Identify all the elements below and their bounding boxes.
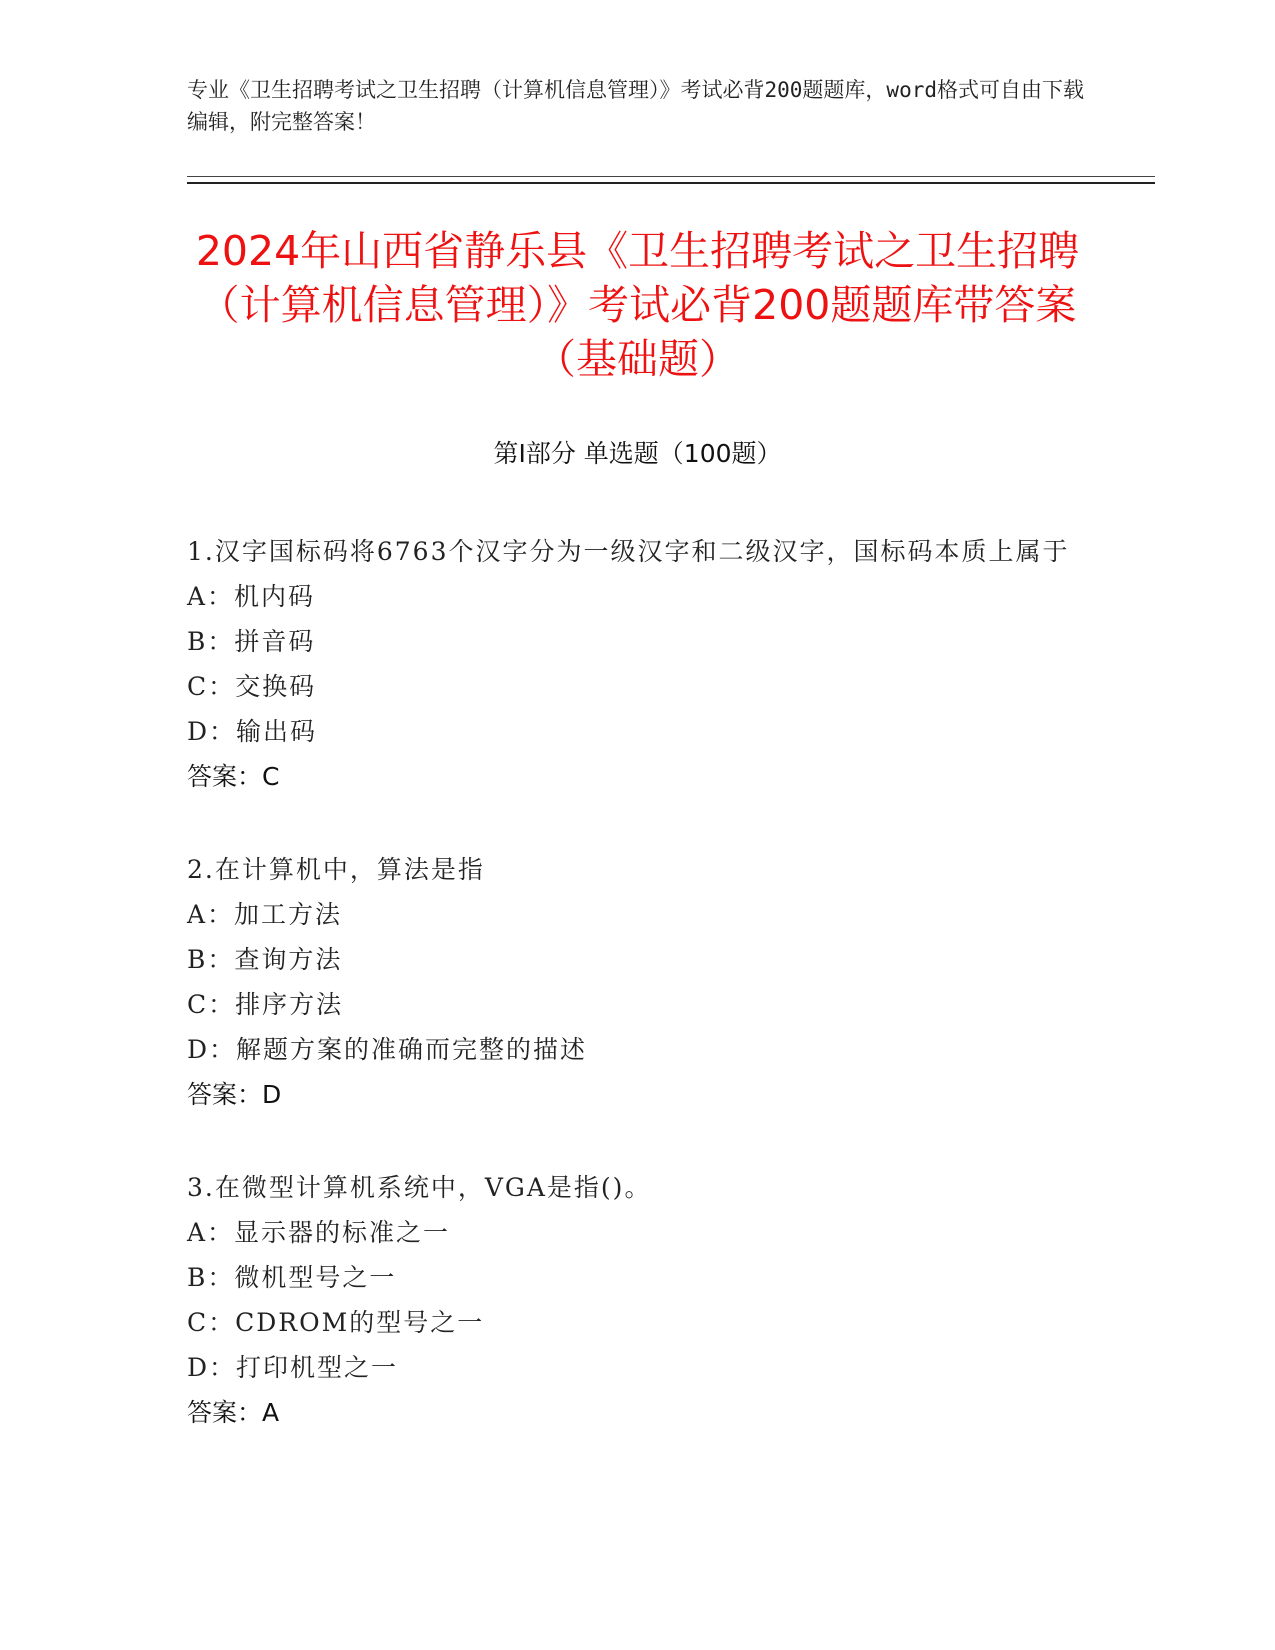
answer: 答案：C (187, 762, 280, 791)
question-item (187, 847, 1087, 1118)
question-stem: 2.在计算机中，算法是指 (187, 855, 485, 884)
option-a: A：加工方法 (187, 900, 343, 929)
header-divider-thin (187, 176, 1155, 177)
document-title: 2024年山西省静乐县《卫生招聘考试之卫生招聘（计算机信息管理）》考试必背200题题库带答案（基础题） (195, 227, 1080, 383)
section-title: 第Ⅰ部分 单选题（100题） (493, 439, 782, 468)
answer: 答案：A (187, 1398, 280, 1427)
question-stem: 3.在微型计算机系统中，VGA是指()。 (187, 1173, 652, 1202)
option-c: C：排序方法 (187, 990, 344, 1019)
option-d: D：打印机型之一 (187, 1353, 399, 1382)
option-c: C：CDROM的型号之一 (187, 1308, 485, 1337)
question-item (187, 1165, 1087, 1436)
option-a: A：机内码 (187, 582, 316, 611)
option-d: D：输出码 (187, 717, 318, 746)
answer: 答案：D (187, 1080, 282, 1109)
option-b: B：拼音码 (187, 627, 316, 656)
option-a: A：显示器的标准之一 (187, 1218, 451, 1247)
option-c: C：交换码 (187, 672, 317, 701)
option-b: B：微机型号之一 (187, 1263, 397, 1292)
option-d: D：解题方案的准确而完整的描述 (187, 1035, 588, 1064)
question-stem: 1.汉字国标码将6763个汉字分为一级汉字和二级汉字，国标码本质上属于 (187, 537, 1070, 566)
header-note: 专业《卫生招聘考试之卫生招聘（计算机信息管理）》考试必背200题题库，word格式可自由下载编辑，附完整答案！ (187, 78, 1084, 134)
option-b: B：查询方法 (187, 945, 343, 974)
question-list (187, 529, 1087, 1483)
header-divider-thick (187, 182, 1155, 184)
question-item (187, 529, 1087, 800)
